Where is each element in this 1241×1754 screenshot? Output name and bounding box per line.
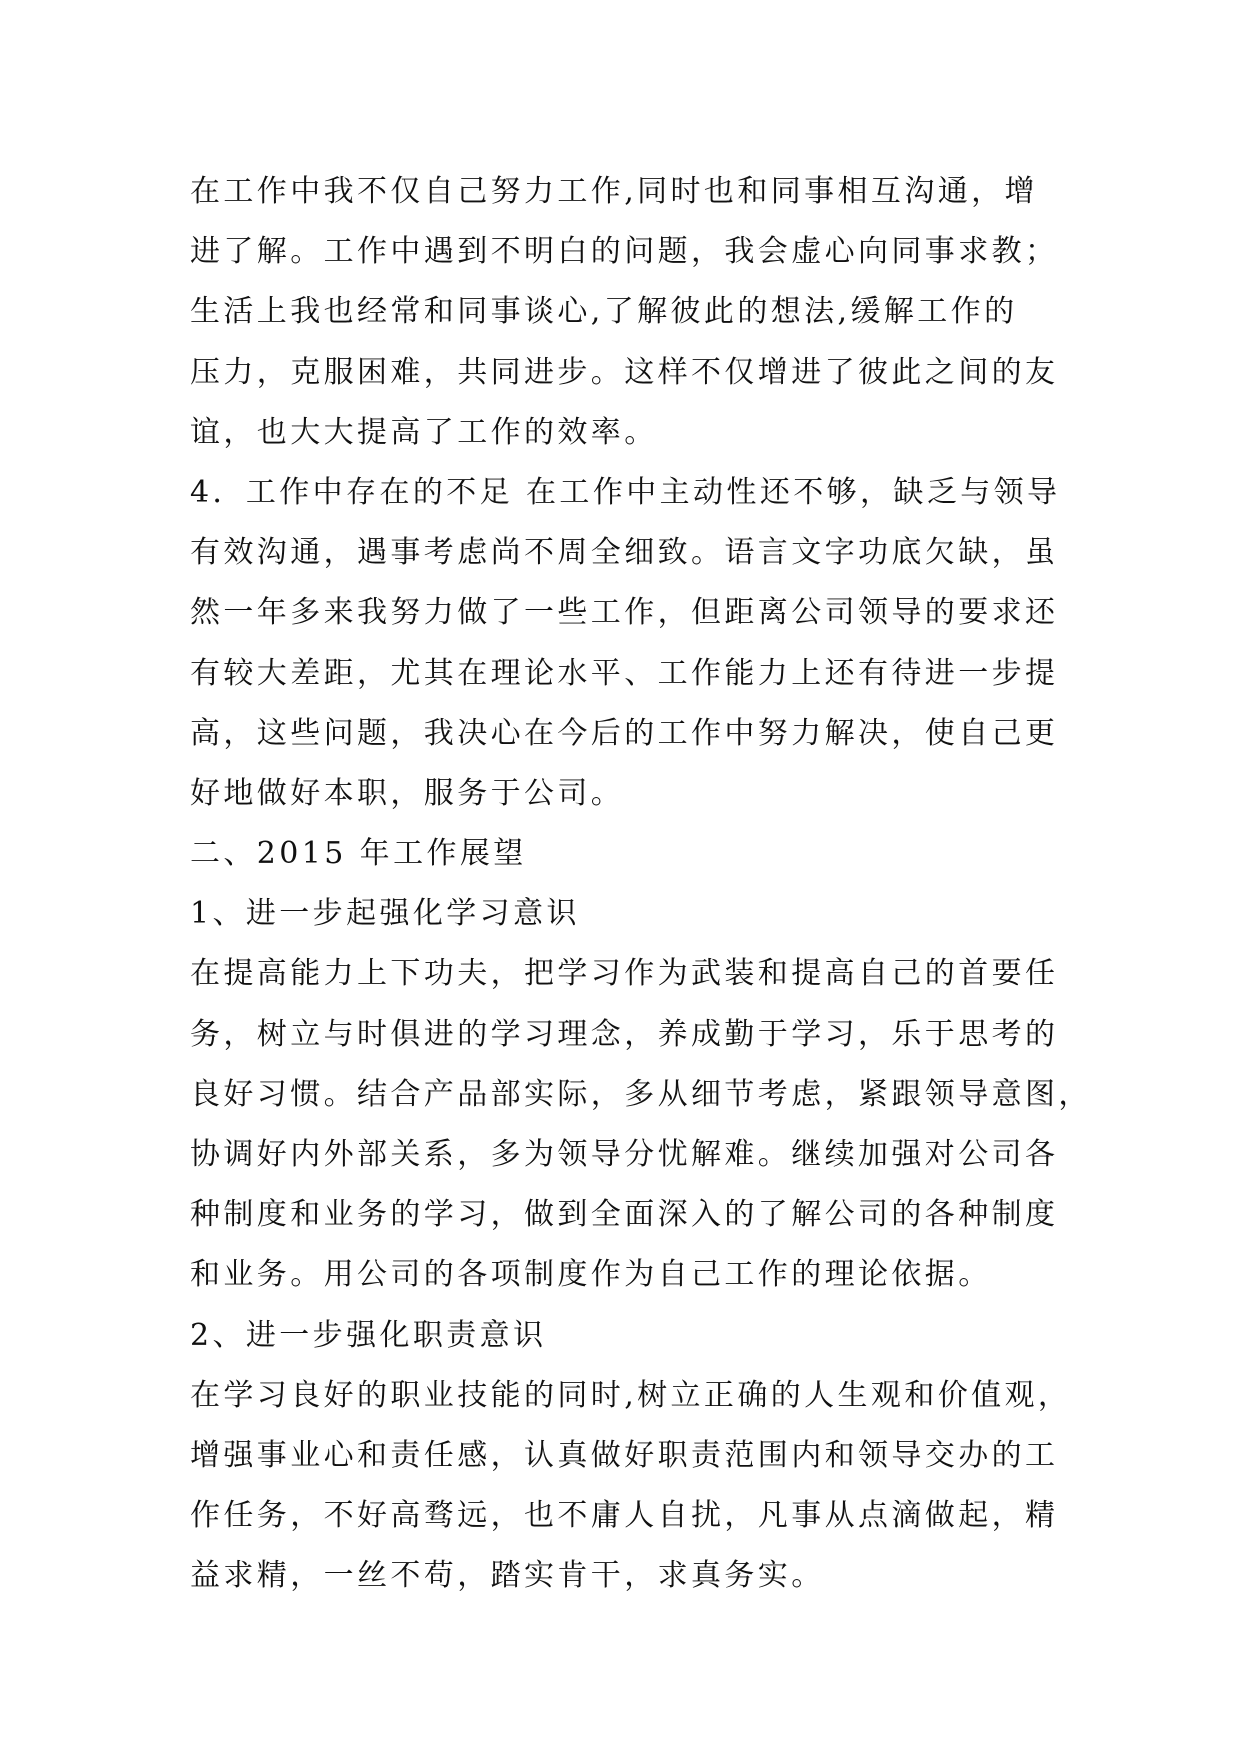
section-heading-shortcomings: 4．工作中存在的不足 在工作中主动性还不够，缺乏与领导 [190,474,1061,510]
text-line: 良好习惯。结合产品部实际，多从细节考虑，紧跟领导意图， [190,1076,1092,1112]
text-line: 和业务。用公司的各项制度作为自己工作的理论依据。 [190,1257,992,1293]
text-line: 务，树立与时俱进的学习理念，养成勤于学习，乐于思考的 [190,1016,1059,1052]
text-line: 益求精，一丝不苟，踏实肯干，求真务实。 [190,1558,825,1594]
subheading-responsibility: 2、进一步强化职责意识 [190,1317,547,1353]
text-line: 高，这些问题，我决心在今后的工作中努力解决，使自己更 [190,715,1059,751]
text-line: 好地做好本职，服务于公司。 [190,775,625,811]
text-line: 有效沟通，遇事考虑尚不周全细致。语言文字功底欠缺，虽 [190,535,1059,571]
text-line: 增强事业心和责任感，认真做好职责范围内和领导交办的工 [190,1437,1059,1473]
text-line: 作任务，不好高骛远，也不庸人自扰，凡事从点滴做起，精 [190,1498,1059,1534]
text-line: 协调好内外部关系，多为领导分忧解难。继续加强对公司各 [190,1137,1059,1172]
text-line: 然一年多来我努力做了一些工作，但距离公司领导的要求还 [190,595,1059,631]
subheading-learning: 1、进一步起强化学习意识 [190,896,580,932]
text-line: 进了解。工作中遇到不明白的问题，我会虚心向同事求教； [190,234,1059,270]
section-heading-outlook: 二、2015 年工作展望 [190,836,527,872]
text-line: 压力，克服困难，共同进步。这样不仅增进了彼此之间的友 [190,354,1059,390]
text-line: 在提高能力上下功夫，把学习作为武装和提高自己的首要任 [190,956,1059,992]
text-line: 生活上我也经常和同事谈心,了解彼此的想法,缓解工作的 [190,294,1018,330]
text-line: 种制度和业务的学习，做到全面深入的了解公司的各种制度 [190,1197,1059,1233]
text-line: 在工作中我不仅自己努力工作,同时也和同事相互沟通，增 [190,174,1038,209]
text-line: 有较大差距，尤其在理论水平、工作能力上还有待进一步提 [190,655,1059,691]
document-body [190,162,1092,1607]
text-line: 在学习良好的职业技能的同时,树立正确的人生观和价值观， [190,1377,1072,1413]
text-line: 谊，也大大提高了工作的效率。 [190,414,658,450]
